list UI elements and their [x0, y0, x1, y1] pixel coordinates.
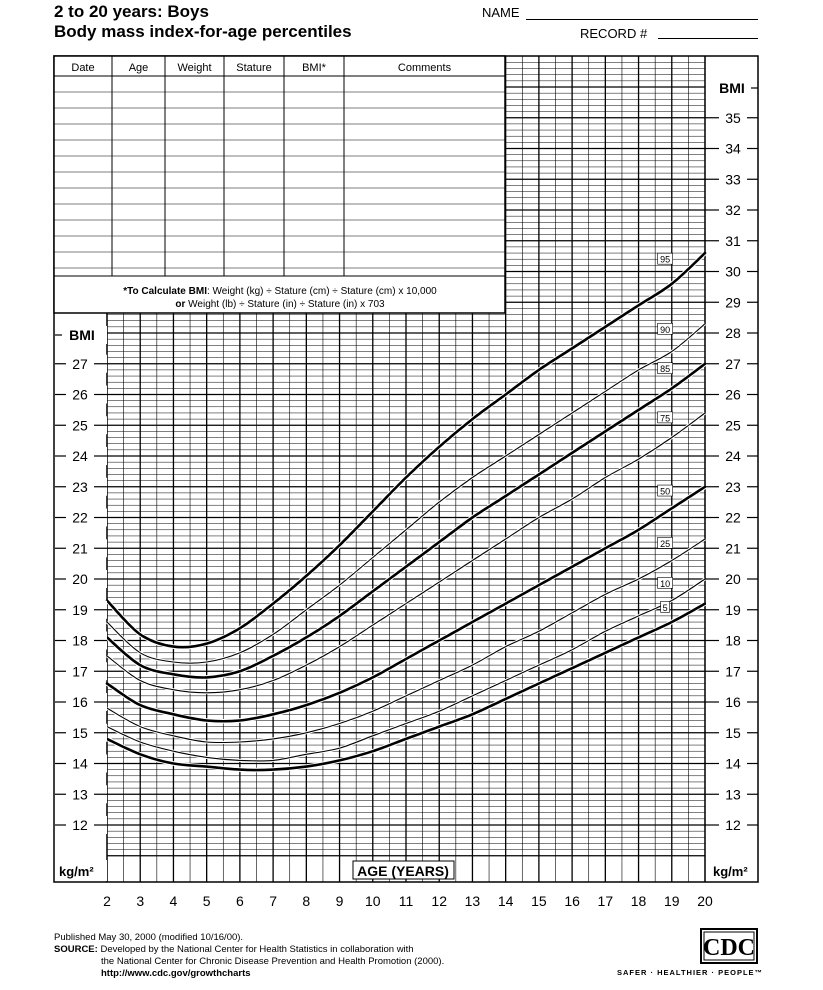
x-tick-label: 9 — [335, 893, 344, 909]
y-tick-label-left: 23 — [72, 478, 88, 495]
table-col-header: Weight — [177, 62, 212, 74]
x-tick-label: 11 — [398, 893, 414, 909]
chart-title-line2: Body mass index-for-age percentiles — [54, 22, 352, 41]
unit-label-right: kg/m² — [713, 864, 748, 879]
bmi-formula-line2 — [175, 299, 385, 310]
y-tick-label-left: 17 — [72, 663, 88, 680]
y-tick-label-left: 14 — [72, 755, 88, 772]
formula-line2-rest: Weight (lb) ÷ Stature (in) ÷ Stature (in) x 703 — [185, 299, 385, 310]
y-tick-label-right: 16 — [725, 694, 741, 710]
percentile-label-95: 95 — [660, 254, 671, 265]
table-col-header: BMI* — [302, 62, 326, 74]
y-tick-label-right: 22 — [725, 509, 741, 526]
y-tick-label-right: 31 — [725, 232, 741, 249]
published-note: Published May 30, 2000 (modified 10/16/00). — [54, 932, 244, 943]
y-tick-label-left: 20 — [72, 571, 88, 587]
bmi-axis-title-left: BMI — [69, 327, 95, 343]
y-tick-label-right: 24 — [725, 448, 741, 464]
cdc-logo — [700, 928, 758, 964]
y-tick-label-right: 28 — [725, 325, 741, 341]
source-url[interactable]: http://www.cdc.gov/growthcharts — [101, 968, 251, 979]
x-tick-label: 3 — [136, 893, 145, 909]
percentile-label-90: 90 — [660, 324, 671, 335]
percentile-label-50: 50 — [660, 486, 671, 497]
x-tick-label: 7 — [269, 893, 278, 909]
percentile-label-85: 85 — [660, 364, 671, 375]
y-tick-label-left: 13 — [72, 786, 88, 803]
x-tick-label: 18 — [630, 893, 647, 909]
y-tick-label-left: 15 — [72, 724, 88, 741]
table-col-header: Age — [128, 62, 149, 74]
y-tick-label-right: 15 — [725, 724, 741, 741]
formula-line1-rest: : Weight (kg) ÷ Stature (cm) ÷ Stature (cm) x 10,000 — [206, 286, 437, 297]
percentile-label-10: 10 — [660, 578, 671, 589]
y-tick-label-right: 34 — [725, 140, 741, 157]
source-line1 — [54, 944, 414, 956]
record-label: RECORD # — [580, 26, 648, 41]
percentile-label-5: 5 — [662, 602, 668, 613]
y-tick-label-left: 27 — [72, 355, 88, 372]
y-tick-label-right: 14 — [725, 755, 741, 772]
x-tick-label: 20 — [697, 893, 713, 909]
y-tick-label-right: 30 — [725, 263, 741, 280]
x-tick-label: 12 — [431, 893, 448, 909]
y-tick-label-left: 18 — [72, 632, 88, 649]
y-tick-label-right: 32 — [725, 202, 741, 218]
formula-label: *To Calculate BMI — [123, 286, 207, 297]
source-text1: Developed by the National Center for Health Statistics in collaboration with — [97, 944, 414, 955]
x-tick-label: 4 — [169, 893, 178, 909]
source-line2: the National Center for Chronic Disease Prevention and Health Promotion (2000). — [101, 956, 445, 967]
y-tick-label-left: 21 — [72, 540, 88, 557]
x-tick-label: 13 — [464, 893, 481, 909]
percentile-label-75: 75 — [660, 413, 671, 424]
percentile-label-25: 25 — [660, 538, 671, 549]
y-tick-label-right: 26 — [725, 386, 741, 403]
y-tick-label-right: 12 — [725, 817, 741, 833]
table-col-header: Date — [71, 62, 95, 74]
y-tick-label-right: 20 — [725, 571, 741, 587]
y-tick-label-left: 19 — [72, 601, 88, 618]
y-tick-label-left: 12 — [72, 817, 88, 833]
y-tick-label-right: 17 — [725, 663, 741, 680]
cdc-logo-text: CDC — [703, 935, 755, 961]
y-tick-label-right: 18 — [725, 632, 741, 649]
y-tick-label-left: 22 — [72, 509, 88, 526]
table-col-header: Stature — [236, 62, 272, 74]
x-tick-label: 14 — [497, 893, 514, 909]
name-label: NAME — [482, 5, 520, 20]
y-tick-label-right: 35 — [725, 109, 741, 126]
bmi-formula-line1 — [123, 286, 437, 297]
x-tick-label: 19 — [663, 893, 680, 909]
chart-title-line1: 2 to 20 years: Boys — [54, 2, 209, 21]
x-axis-title: AGE (YEARS) — [357, 863, 449, 879]
formula-or: or — [175, 299, 186, 310]
y-tick-label-left: 16 — [72, 694, 88, 710]
y-tick-label-left: 24 — [72, 448, 88, 464]
x-tick-label: 6 — [235, 893, 244, 909]
y-tick-label-right: 33 — [725, 171, 741, 188]
x-tick-label: 2 — [103, 893, 111, 909]
table-col-header: Comments — [397, 62, 452, 74]
y-tick-label-right: 27 — [725, 355, 741, 372]
y-tick-label-right: 23 — [725, 478, 741, 495]
y-tick-label-left: 26 — [72, 386, 88, 403]
y-tick-label-right: 21 — [725, 540, 741, 557]
y-tick-label-right: 13 — [725, 786, 741, 803]
y-tick-label-right: 29 — [725, 294, 741, 311]
y-tick-label-right: 19 — [725, 601, 741, 618]
source-label: SOURCE: — [54, 944, 98, 955]
y-tick-label-left: 25 — [72, 417, 88, 434]
y-tick-label-right: 25 — [725, 417, 741, 434]
x-tick-label: 16 — [564, 893, 580, 909]
record-table-box — [54, 56, 505, 313]
record-table — [54, 56, 505, 313]
x-tick-label: 5 — [202, 893, 211, 909]
unit-label-left: kg/m² — [59, 864, 94, 879]
x-tick-label: 17 — [597, 893, 614, 909]
x-tick-label: 15 — [531, 893, 547, 909]
x-tick-label: 8 — [302, 893, 311, 909]
x-tick-label: 10 — [364, 893, 381, 909]
bmi-axis-title-right: BMI — [719, 80, 745, 96]
cdc-tagline: SAFER · HEALTHIER · PEOPLE™ — [617, 968, 764, 977]
